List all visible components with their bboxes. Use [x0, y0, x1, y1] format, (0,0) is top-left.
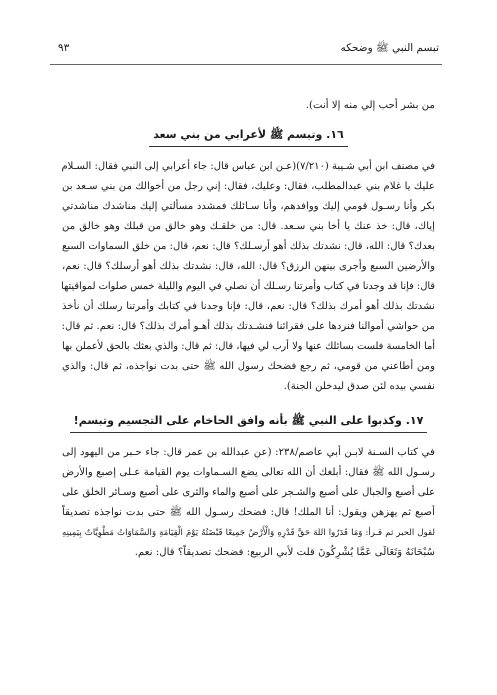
section-17-line: في كتاب السـنة لابـن أبي عاصم/٢٣٨: (عن عبدالله بن عمر قال: جاء حـبر من اليهود إلى: [62, 447, 435, 458]
section-17-line: رسـول الله ﷺ فقال: أبلغك أن الله تعالى يضع السـماوات يوم القيامة عـلى إصبع والأرض: [62, 467, 435, 478]
intro-line: من بشر أحب إلي منه إلا أنت).: [305, 100, 435, 111]
section-16-line: نفسي بيده لئن صدق ليدخلن الجنة).: [283, 381, 435, 392]
section-16-line: إياك، قال: خذ عنك يا أخا بني سـعد. قال: من خلقـك وهو خالق من قبلك وهو خالق من: [62, 221, 435, 232]
section-16-line: بعدك؟ قال: الله، قال: نشدتك بذلك أهو أرسـلك؟ قال: نعم، قال: من خلق السماوات السبع: [62, 241, 435, 252]
running-header: [58, 42, 439, 60]
section-16-line: في مصنف ابن أبي شـيبة (٧/٢١٠)(عـن ابن عباس قال: جاء أعرابي إلى النبي فقال: السـلام: [61, 161, 435, 172]
section-17-heading: [62, 414, 435, 433]
section-17-line: أصبع ثم يهزهن ويقول: أنا الملك! قال: فضحك رسـول الله ﷺ حتى بدت نواجذه تصديقاً: [62, 507, 435, 518]
section-16-line: ومن أطاعني من قومي، ثم رجع فضحك رسول الله ﷺ حتى بدت نواجذه، ثم قال: والذي: [62, 361, 435, 372]
section-16-line: والأرضين السبع وأجرى بينهن الرزق؟ قال: الله، قال: نشدتك بذلك أهو أرسلك؟ قال: نعم،: [62, 261, 435, 272]
section-17-heading-text: ١٧. وكذبوا على النبي ﷺ بأنه وافق الحاخام على التجسيم وتبسم!: [70, 414, 428, 433]
section-16-line: أما الخامسة فلست بسائلك عنها ولا أرب لي فيها، قال: ثم قال: والذي بعثك بالحق لأعملن بها: [62, 341, 435, 352]
header-rule: [50, 64, 442, 65]
section-16-line: قال: فإنا قد وجدنا في كتاب وأمرتنا رسـلك أن نصلي في اليوم والليلة خمس صلوات لمواقيتها: [60, 281, 435, 292]
page-number: ٩٣: [58, 42, 70, 54]
section-17-line: لقول الحبر ثم قـرأ: وَمَا قَدَرُوا اللهَ حَقَّ قَدْرِهِ وَالْأَرْضُ جَمِيعًا قَبْضَتُهُ يَوْمَ الْقِيَامَةِ وَالسَّمَاوَاتُ مَطْوِيَّاتٌ بِيَمِينِهِ: [62, 528, 435, 538]
section-17-line: سُبْحَانَهُ وَتَعَالَى عَمَّا يُشْرِكُونَ قلت لأبي الربيع: فضحك تصديقاً؟ قال: نعم.: [134, 547, 435, 558]
section-16-line: عليك يا غلام بني عبدالمطلب، فقال: وعليك، فقال: إني رجل من أخوالك من بني سـعد بن: [62, 181, 435, 192]
section-16-line: نشدتك بذلك أهو أمرك بذلك؟ قال: نعم، قال: فإنا وجدنا في كتابك وأمرتنا رسلك أن نأخذ: [62, 301, 435, 312]
section-16-line: بكر وأنا رسـول قومي إليك ووافدهم، وأنا سـائلك فمشدد مسألتي إليك مناشدك مناشدتي: [62, 201, 435, 212]
section-16-line: من حواشي أموالنا فنردها على فقرائنا فنشـدتك بذلك أهـو أمرك بذلك؟ قال: نعم. ثم قال:: [61, 321, 435, 332]
section-17-line: على أصبع والجبال على أصبع والشـجر على أصبع والماء والثرى على أصبع وسـائر الخلق على: [62, 487, 435, 498]
section-16-heading: [62, 128, 435, 147]
running-title: تبسم النبي ﷺ وضحكه: [340, 42, 439, 54]
section-16-heading-text: ١٦. وتبسم ﷺ لأعرابي من بني سعد: [149, 128, 348, 147]
